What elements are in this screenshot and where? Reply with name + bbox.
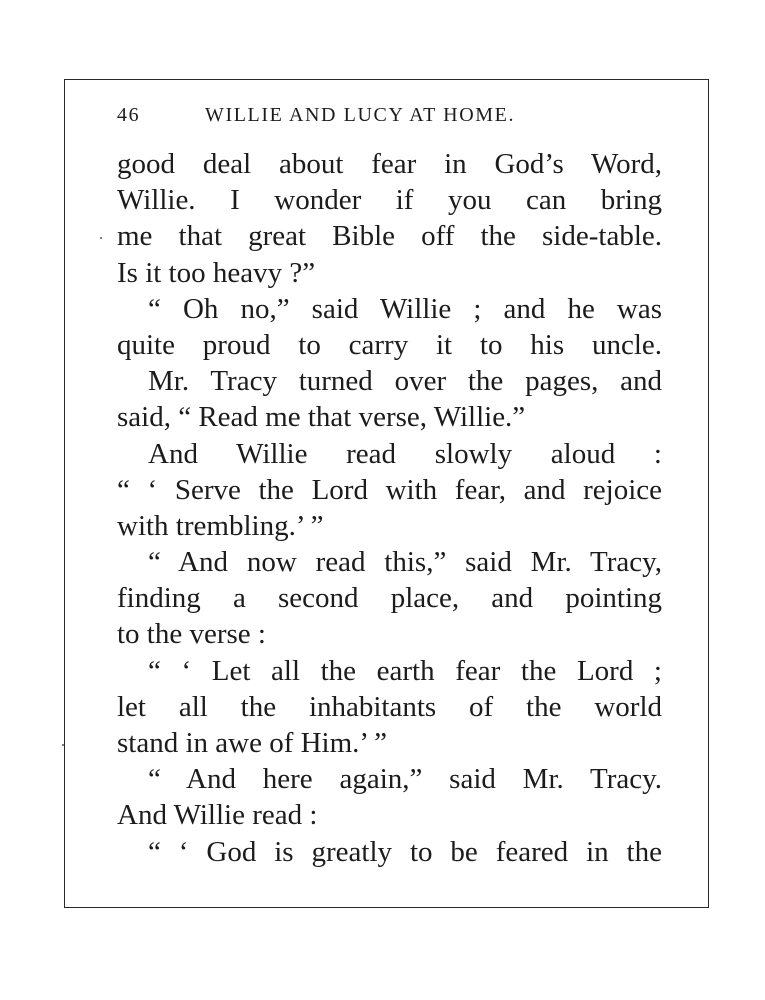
text-line: “ ‘ Serve the Lord with fear, and rejoice: [117, 473, 662, 506]
text-line: said, “ Read me that verse, Willie.”: [117, 401, 526, 434]
text-line: “ Oh no,” said Willie ; and he was: [148, 292, 662, 325]
text-line: Willie. I wonder if you can bring: [117, 184, 662, 217]
text-line: “ And here again,” said Mr. Tracy.: [148, 763, 662, 796]
running-title: WILLIE AND LUCY AT HOME.: [205, 104, 516, 126]
text-line: let all the inhabitants of the world: [117, 690, 662, 723]
text-line: “ ‘ Let all the earth fear the Lord ;: [148, 654, 662, 687]
text-line: good deal about fear in God’s Word,: [117, 148, 662, 180]
body-text: [117, 146, 662, 870]
text-line: And Willie read slowly aloud :: [148, 437, 662, 470]
text-line: with trembling.’ ”: [117, 509, 324, 542]
text-line: finding a second place, and pointing: [117, 582, 662, 615]
text-line: quite proud to carry it to his uncle.: [117, 328, 662, 361]
text-line: “ And now read this,” said Mr. Tracy,: [148, 546, 662, 579]
text-line: stand in awe of Him.’ ”: [117, 727, 388, 759]
text-line: me that great Bible off the side-table.: [117, 220, 662, 253]
page-number: 46: [117, 104, 141, 126]
text-line: Is it too heavy ?”: [117, 256, 316, 289]
text-line: to the verse :: [117, 618, 266, 651]
text-line: And Willie read :: [117, 799, 318, 832]
running-head: [117, 104, 662, 130]
text-line: “ ‘ God is greatly to be feared in the: [148, 835, 662, 868]
print-speck: [62, 744, 64, 746]
text-line: Mr. Tracy turned over the pages, and: [148, 365, 662, 398]
print-speck: [100, 237, 102, 239]
